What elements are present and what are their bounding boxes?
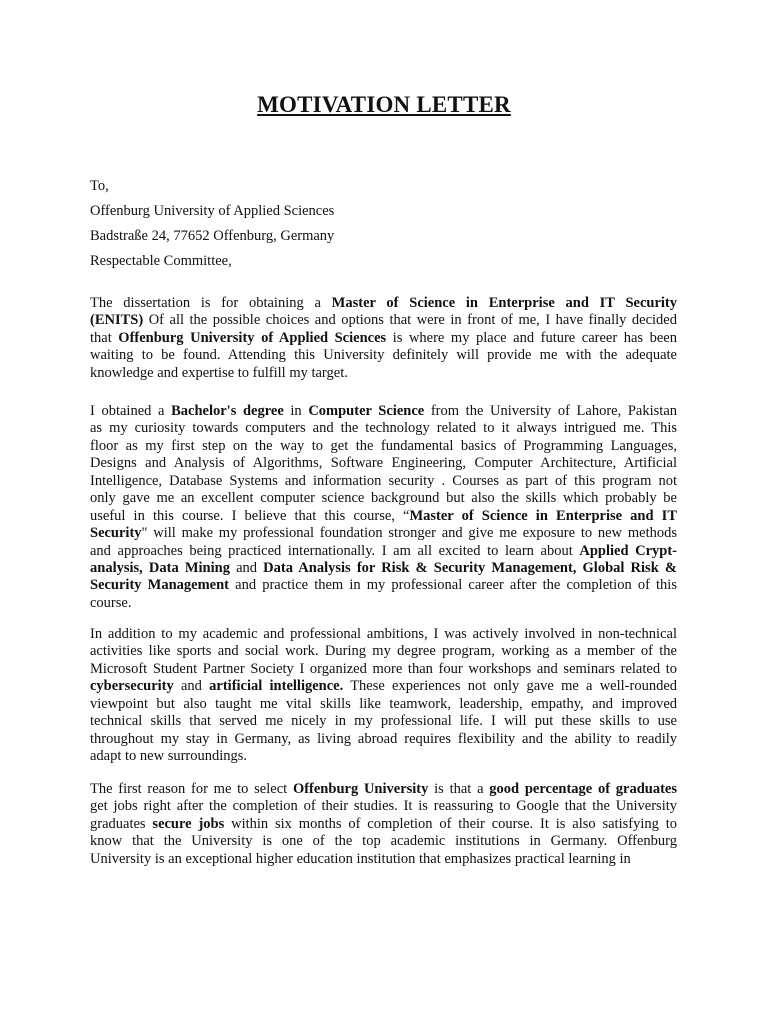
text: knowledge and expertise to fulfill my target.: [90, 364, 348, 381]
text-line: [90, 295, 677, 312]
bold-text: Master of Science in Enterprise and IT: [409, 507, 677, 524]
text: is that a: [428, 781, 490, 797]
address-greeting: Respectable Committee,: [90, 253, 232, 269]
text: throughout my stay in Germany, as living abroad requires flexibility and the ability to readily: [90, 730, 677, 747]
text: as my curiosity towards computers and the technology related to it always intrigued me. This: [90, 420, 677, 437]
text-line: [90, 851, 677, 868]
text: viewpoint but also taught me vital skills like teamwork, leadership, empathy, and improved: [90, 695, 677, 712]
document-title: MOTIVATION LETTER: [257, 92, 511, 117]
paragraph-education: [90, 403, 677, 612]
bold-text: (ENITS): [90, 312, 144, 329]
text: These experiences not only gave me a well-rounded: [343, 678, 678, 695]
text: " will make my professional foundation stronger and give me exposure to new methods: [141, 525, 677, 542]
bold-text: cybersecurity: [90, 678, 174, 695]
bold-text: Applied Crypt-: [579, 542, 677, 559]
paragraph-activities: [90, 626, 677, 766]
text-line: [90, 420, 677, 437]
text: University is an exceptional higher education institution that emphasizes practical learning in: [90, 850, 631, 867]
text: Designs and Analysis of Algorithms, Software Engineering, Computer Architecture, Artificial: [90, 455, 677, 472]
text-line: [90, 490, 677, 507]
bold-text: Data Analysis for Risk & Security Management, Global Risk &: [263, 559, 677, 576]
bold-text: good percentage of graduates: [489, 781, 678, 797]
text: I obtained a: [90, 403, 172, 419]
text: get jobs right after the completion of their studies. It is reassuring to Google that the University: [90, 798, 677, 815]
text: and: [173, 678, 210, 695]
text-line: [90, 543, 677, 560]
text: useful in this course. I believe that this course, “: [90, 507, 410, 524]
bold-text: artificial intelligence.: [209, 678, 344, 695]
text: In addition to my academic and professional ambitions, I was actively involved in non-technical: [90, 626, 677, 642]
text-line: [90, 312, 677, 329]
text-line: [90, 816, 677, 833]
text-line: [90, 330, 677, 347]
text-line: [90, 473, 677, 490]
text: Microsoft Student Partner Society I organized more than four workshops and seminars related to: [90, 660, 677, 677]
text-line: [90, 696, 677, 713]
text: within six months of completion of their course. It is also satisfying to: [224, 815, 677, 832]
text-line: [90, 525, 677, 542]
text: from the University of Lahore, Pakistan: [424, 403, 678, 419]
text: graduates: [90, 815, 153, 832]
text: adapt to new surroundings.: [90, 748, 248, 765]
text: Of all the possible choices and options that were in front of me, I have finally decided: [143, 312, 677, 329]
text: The first reason for me to select: [90, 781, 293, 797]
text: only gave me an excellent computer science background but also the skills which probably be: [90, 490, 677, 507]
text: technical skills that served me nicely in my professional life. I will put these skills to use: [90, 713, 677, 730]
text: that: [90, 329, 119, 346]
text-line: [90, 577, 677, 594]
text: in: [283, 403, 309, 419]
bold-text: Offenburg University of Applied Sciences: [118, 329, 387, 346]
text-line: [90, 643, 677, 660]
text: The dissertation is for obtaining a: [90, 295, 332, 311]
text-line: [90, 508, 677, 525]
text-line: [90, 661, 677, 678]
text: and: [229, 559, 264, 576]
address-street: Badstraße 24, 77652 Offenburg, Germany: [90, 228, 335, 244]
text-line: [90, 365, 677, 382]
text-line: [90, 781, 677, 798]
text-line: [90, 833, 677, 850]
address-to: To,: [90, 178, 109, 194]
bold-text: Computer Science: [308, 403, 425, 419]
text-line: [90, 748, 677, 765]
text: and practice them in my professional career after the completion of this: [229, 577, 677, 594]
text: floor as my first step on the way to get the fundamental basics of Programming Languages,: [90, 437, 677, 454]
text: is where my place and future career has been: [386, 329, 677, 346]
text: activities like sports and social work. During my degree program, working as a member of the: [90, 643, 677, 660]
text-line: [90, 347, 677, 364]
bold-text: Offenburg University: [292, 781, 429, 797]
bold-text: Bachelor's degree: [171, 403, 284, 419]
text-line: [90, 626, 677, 643]
bold-text: Master of Science in Enterprise and IT Security: [331, 295, 678, 311]
paragraph-reasons: [90, 781, 677, 868]
bold-text: Security: [90, 525, 142, 542]
text: waiting to be found. Attending this University definitely will provide me with the adequate: [90, 347, 677, 364]
text-line: [90, 438, 677, 455]
bold-text: secure jobs: [152, 815, 225, 832]
text: and approaches being practiced internationally. I am all excited to learn about: [90, 542, 580, 559]
paragraph-intro: [90, 295, 677, 382]
text-line: [90, 678, 677, 695]
text-line: [90, 595, 677, 612]
text-line: [90, 731, 677, 748]
bold-text: analysis, Data Mining: [90, 559, 230, 576]
text-line: [90, 713, 677, 730]
text: course.: [90, 594, 132, 611]
text: Intelligence, Database Systems and information security . Courses as part of this program not: [90, 472, 677, 489]
text-line: [90, 798, 677, 815]
address-recipient: Offenburg University of Applied Sciences: [90, 203, 335, 219]
bold-text: Security Management: [90, 577, 230, 594]
text-line: [90, 403, 677, 420]
text-line: [90, 455, 677, 472]
text-line: [90, 560, 677, 577]
text: know that the University is one of the top academic institutions in Germany. Offenburg: [90, 833, 677, 850]
